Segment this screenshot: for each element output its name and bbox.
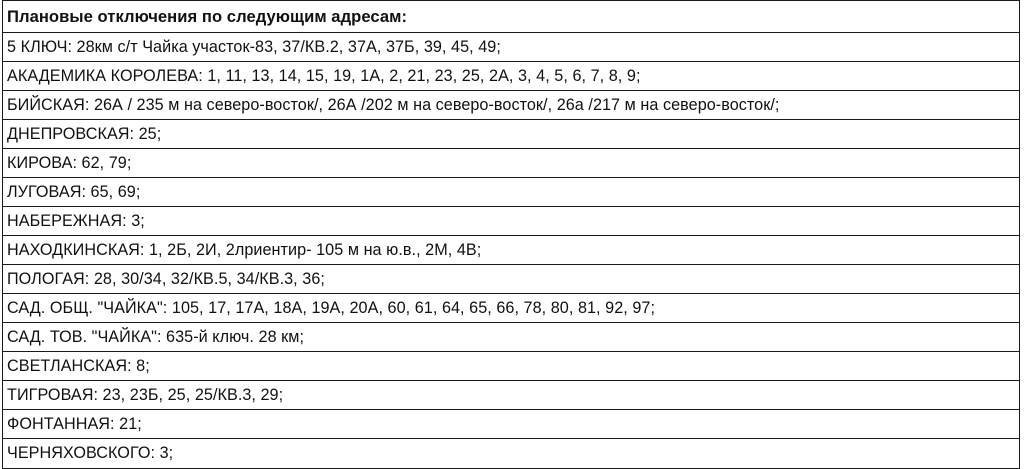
table-title: Плановые отключения по следующим адресам: <box>2 0 1020 33</box>
address-row-sad-tov-chayka: САД. ТОВ. "ЧАЙКА": 635-й ключ. 28 км; <box>2 323 1020 352</box>
address-row-kirova: КИРОВА: 62, 79; <box>2 149 1020 178</box>
address-row-nakhodkinskaya: НАХОДКИНСКАЯ: 1, 2Б, 2И, 2лриентир- 105 м на ю.в., 2М, 4В; <box>2 236 1020 265</box>
outage-address-table <box>2 0 1020 469</box>
address-row-pologaya: ПОЛОГАЯ: 28, 30/34, 32/КВ.5, 34/КВ.3, 36; <box>2 265 1020 294</box>
address-row-chernyakhovskogo: ЧЕРНЯХОВСКОГО: 3; <box>2 439 1020 469</box>
address-row-svetlanskaya: СВЕТЛАНСКАЯ: 8; <box>2 352 1020 381</box>
address-row-naberezhnaya: НАБЕРЕЖНАЯ: 3; <box>2 207 1020 236</box>
address-row-akademika-koroleva: АКАДЕМИКА КОРОЛЕВА: 1, 11, 13, 14, 15, 19, 1А, 2, 21, 23, 25, 2А, 3, 4, 5, 6, 7, 8, 9; <box>2 62 1020 91</box>
address-row-fontannaya: ФОНТАННАЯ: 21; <box>2 410 1020 439</box>
address-row-lugovaya: ЛУГОВАЯ: 65, 69; <box>2 178 1020 207</box>
address-row-biyskaya: БИЙСКАЯ: 26А / 235 м на северо-восток/, 26А /202 м на северо-восток/, 26а /217 м на северо-восток/; <box>2 91 1020 120</box>
address-row-5-klyuch: 5 КЛЮЧ: 28км с/т Чайка участок-83, 37/КВ.2, 37А, 37Б, 39, 45, 49; <box>2 33 1020 62</box>
address-row-tigrovaya: ТИГРОВАЯ: 23, 23Б, 25, 25/КВ.3, 29; <box>2 381 1020 410</box>
address-row-sad-obshch-chayka: САД. ОБЩ. "ЧАЙКА": 105, 17, 17А, 18А, 19А, 20А, 60, 61, 64, 65, 66, 78, 80, 81, 92, 97; <box>2 294 1020 323</box>
address-row-dneprovskaya: ДНЕПРОВСКАЯ: 25; <box>2 120 1020 149</box>
